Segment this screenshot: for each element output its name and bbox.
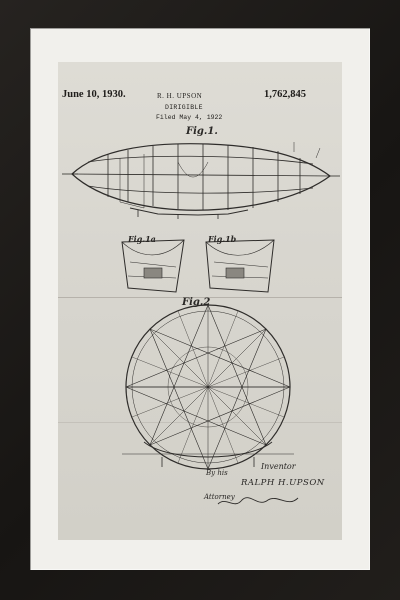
inventor-label: Inventor bbox=[261, 462, 296, 471]
patent-print bbox=[58, 62, 342, 540]
figure-label: Fig.1b bbox=[208, 234, 237, 244]
patent-date: June 10, 1930. bbox=[62, 89, 126, 100]
filed-date: Filed May 4, 1922 bbox=[156, 114, 223, 121]
attorney-label: Attorney bbox=[204, 493, 235, 501]
inventor-signature: RALPH H.UPSON bbox=[241, 478, 325, 488]
figure-label: Fig.1a bbox=[128, 234, 156, 244]
figure-label: Fig.2 bbox=[182, 297, 211, 308]
figure-label: Fig.1. bbox=[186, 126, 218, 137]
patent-inventor: R. H. UPSON bbox=[157, 92, 203, 100]
dirigible-side-view bbox=[62, 142, 340, 219]
fin-section-right bbox=[206, 240, 274, 292]
patent-number: 1,762,845 bbox=[264, 89, 306, 100]
fin-section-left bbox=[122, 240, 184, 292]
by-label: By his bbox=[206, 469, 228, 477]
hull-cross-section bbox=[122, 305, 294, 469]
patent-title: DIRIGIBLE bbox=[165, 104, 203, 111]
